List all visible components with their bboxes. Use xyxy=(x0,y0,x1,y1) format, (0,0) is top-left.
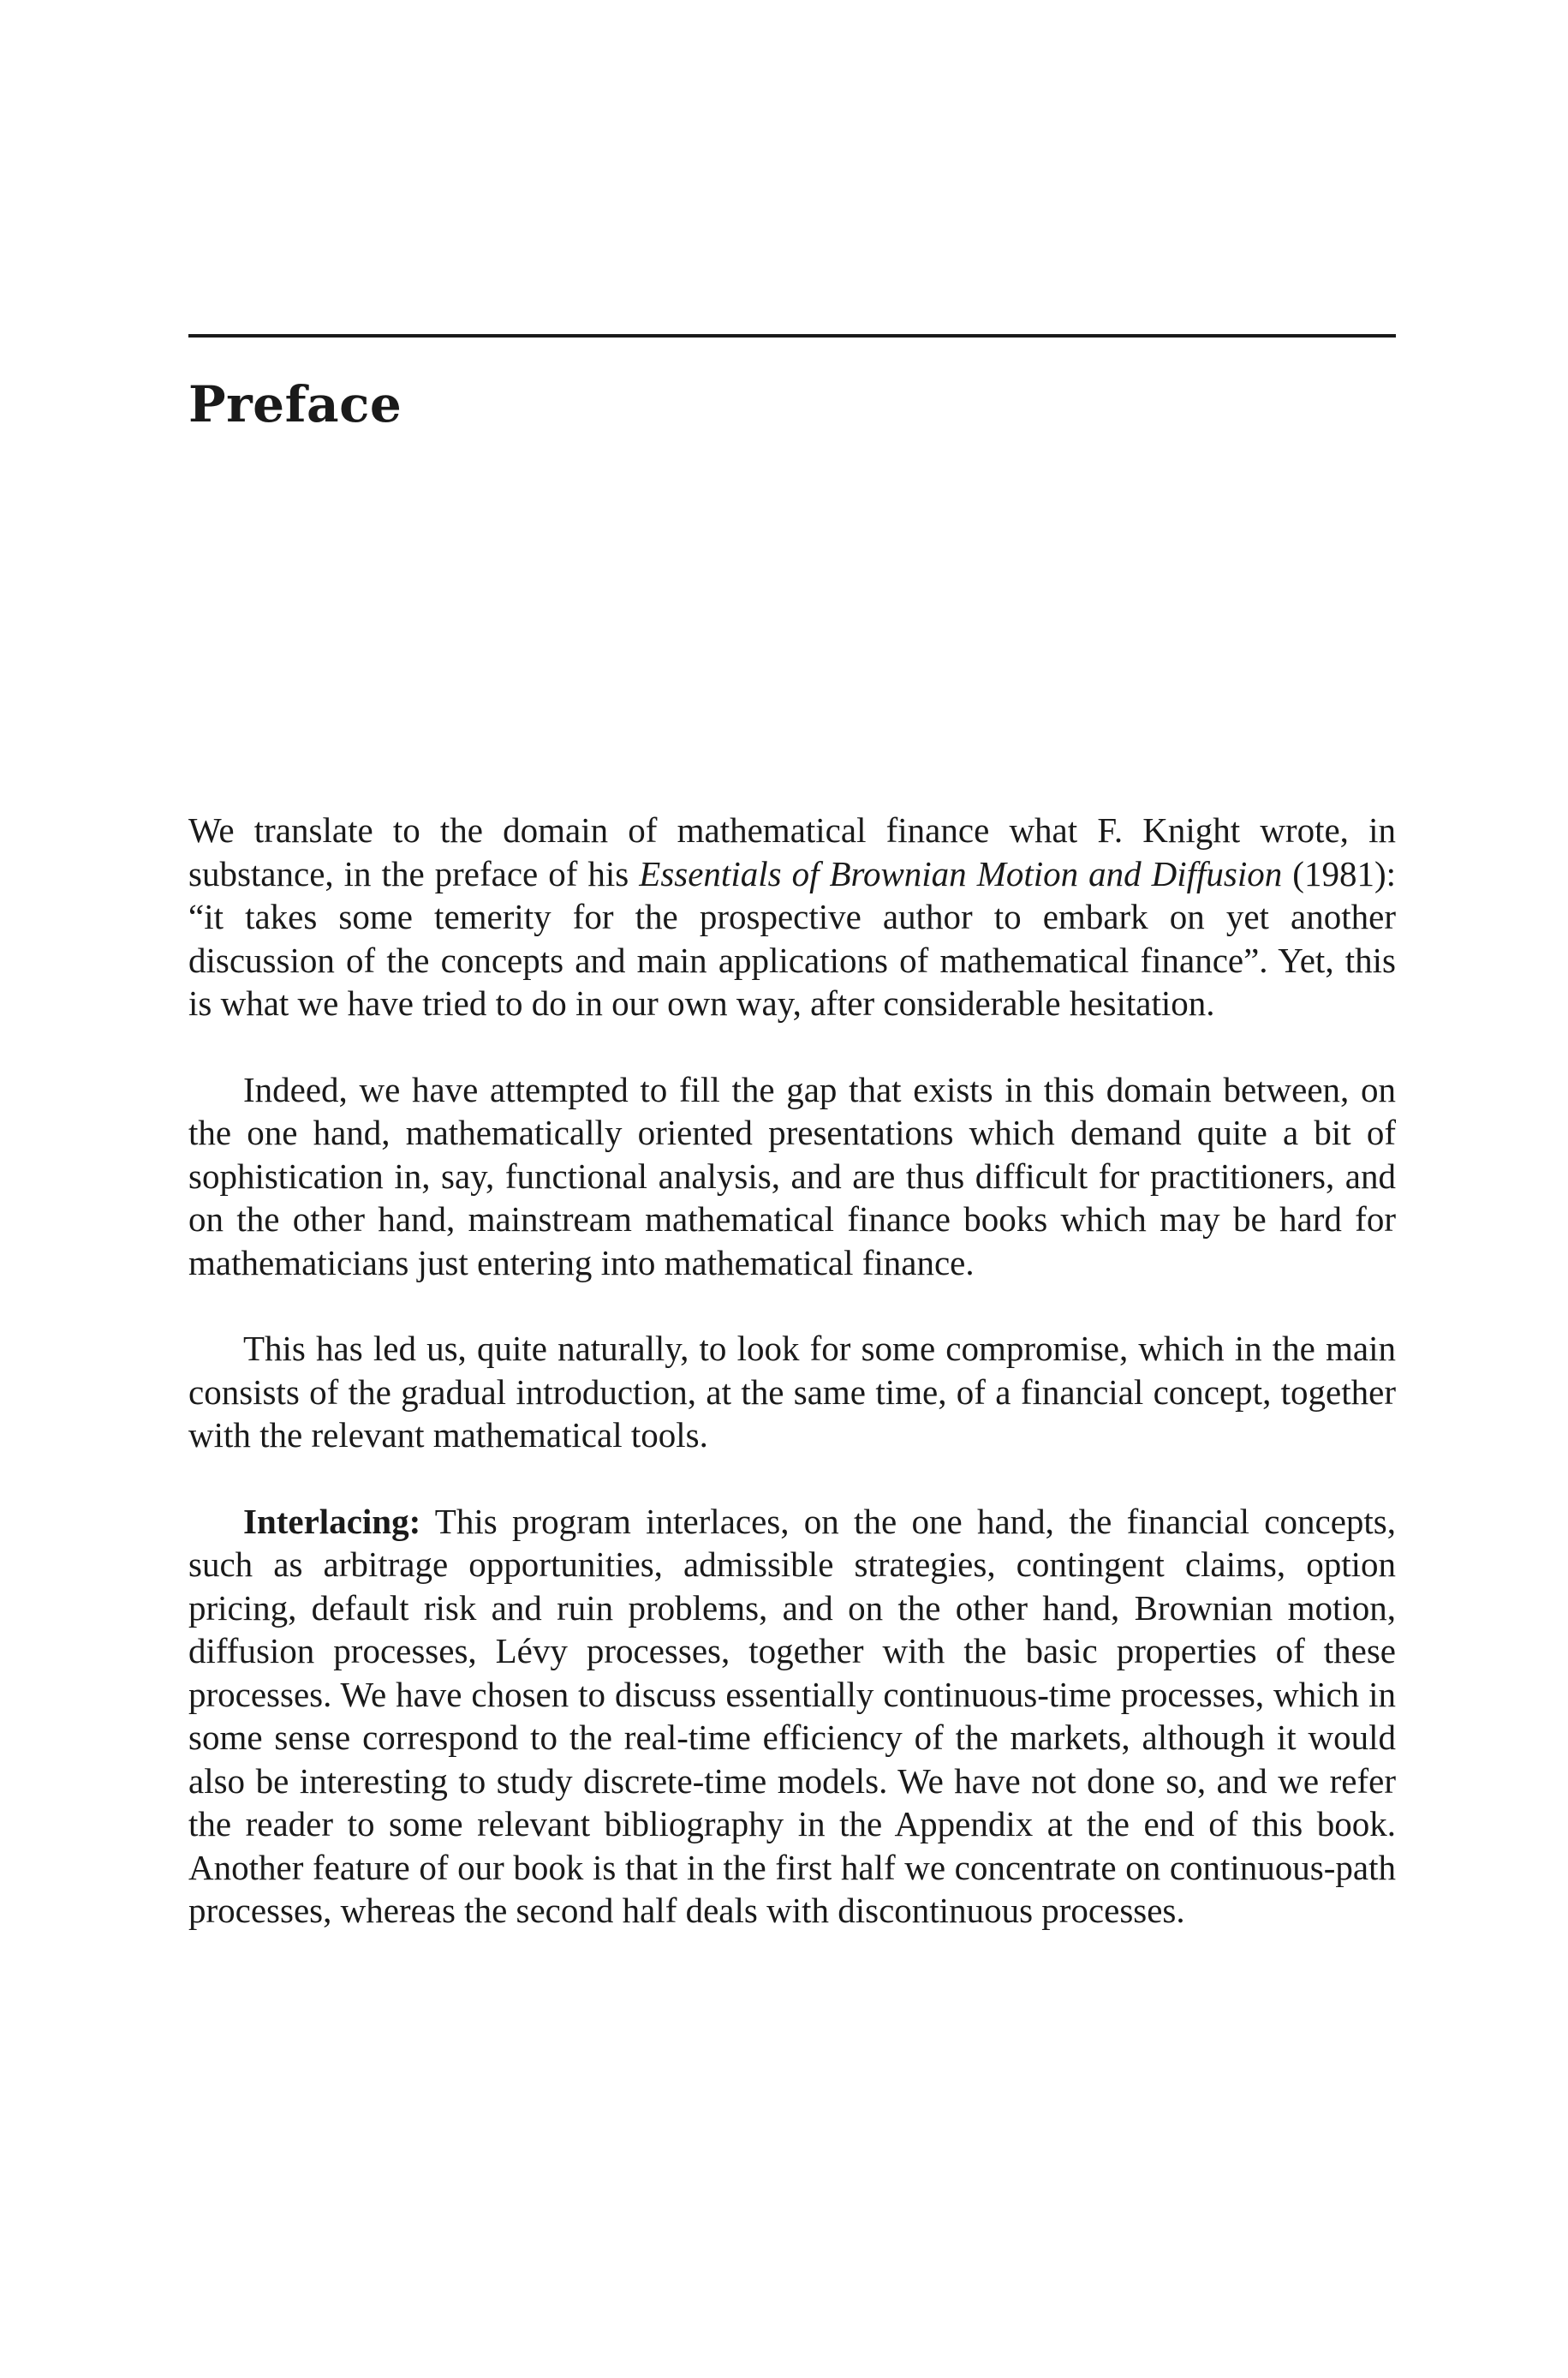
top-rule xyxy=(188,334,1396,338)
paragraph-2: Indeed, we have attempted to fill the gap that exists in this domain between, on the one hand, mathematically oriented presentations which demand quite a bit of sophistication in, say, functional analysis, and are thus difficult for practitioners, and on the other hand, mainstream mathematical finance books which may be hard for mathematicians just entering into mathematical finance. xyxy=(188,1069,1396,1282)
paragraph-4 xyxy=(188,1500,1396,1933)
preface-body xyxy=(188,809,1396,1933)
book-title: Essentials of Brownian Motion and Diffusion xyxy=(639,853,1283,893)
paragraph-3: This has led us, quite naturally, to look for some compromise, which in the main consists of the gradual introduction, at the same time, of a financial concept, together with the relevant mathematical tools. xyxy=(188,1329,1396,1455)
paragraph-4-text: This program interlaces, on the one hand, the financial concepts, such as arbitrage opportunities, admissible strategies, contingent claims, option pricing, default risk and ruin problems, and on the other hand, Brownian motion, diffusion processes, Lévy processes, together with the basic properties of these processes. We have chosen to discuss essentially continuous-time processes, which in some sense correspond to the real-time efficiency of the markets, although it would also be interesting to study discrete-time models. We have not done so, and we refer the reader to some relevant bibliography in the Appendix at the end of this book. Another feature of our book is that in the first half we concentrate on continuous-path processes, whereas the second half deals with discontinuous processes. xyxy=(188,1501,1396,1930)
paragraph-1 xyxy=(188,809,1396,1025)
paragraph-4-lead: Interlacing: xyxy=(243,1501,421,1541)
paragraph-1-text-end: (1981): “it takes some temerity for the prospective author to embark on yet another discussion of the concepts and main applications of mathematical finance”. Yet, this is what we have tried to do in our own way, after considerable hesitation. xyxy=(188,853,1396,1023)
paragraph-1-text-start: We translate to the domain of mathematical finance what F. Knight wrote, in substance, in the preface of his xyxy=(188,810,1396,893)
page-title: Preface xyxy=(188,375,402,433)
